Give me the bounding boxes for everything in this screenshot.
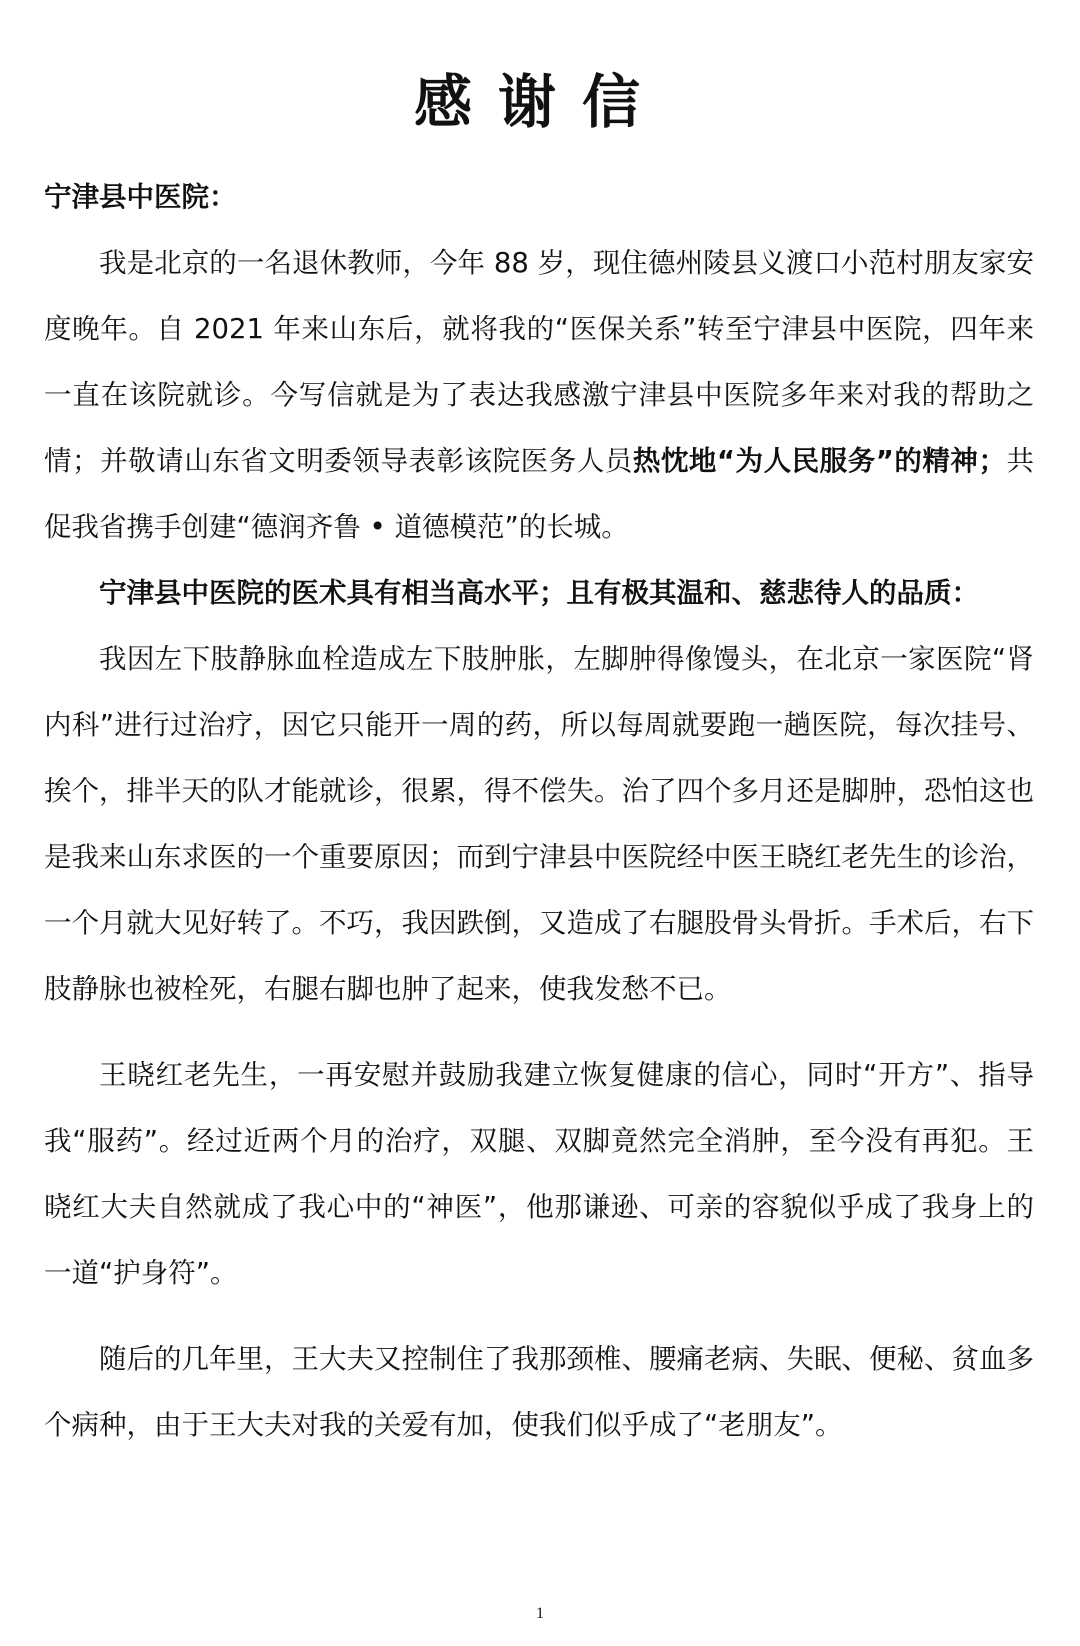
paragraph-intro-text-end: 共促我省携手创建“德润齐鲁 • 道德模范”的长城。 [44, 445, 1035, 543]
paragraph-doctor: 王晓红老先生，一再安慰并鼓励我建立恢复健康的信心，同时“开方”、指导我“服药”。经过近两个月的治疗，双腿、双脚竟然完全消肿，至今没有再犯。王晓红大夫自然就成了我心中的“神医”，他那谦逊、可亲的容貌似乎成了我身上的一道“护身符”。 [44, 1059, 1034, 1289]
paragraph-intro-bold: 热忱地“为人民服务”的精神； [632, 445, 1006, 477]
letter-title: 感谢信 [413, 68, 666, 136]
page-number: 1 [536, 1605, 544, 1622]
letter-body [44, 164, 1034, 1458]
paragraph-treatment: 我因左下肢静脉血栓造成左下肢肿胀，左脚肿得像馒头，在北京一家医院“肾内科”进行过治疗，因它只能开一周的药，所以每周就要跑一趟医院，每次挂号、挨个，排半天的队才能就诊，很累，得不偿失。治了四个多月还是脚肿，恐怕这也是我来山东求医的一个重要原因；而到宁津县中医院经中医王晓红老先生的诊治，一个月就大见好转了。不巧，我因跌倒，又造成了右腿股骨头骨折。手术后，右下肢静脉也被栓死，右腿右脚也肿了起来，使我发愁不已。 [44, 643, 1034, 1005]
section-heading: 宁津县中医院的医术具有相当高水平；且有极其温和、慈悲待人的品质： [99, 577, 979, 609]
paragraph-intro-text: 我是北京的一名退休教师，今年 88 岁，现住德州陵县义渡口小范村朋友家安度晚年。自 2021 年来山东后，就将我的“医保关系”转至宁津县中医院，四年来一直在该院就诊。今写信就是为了表达我感激宁津县中医院多年来对我的帮助之情；并敬请山东省文明委领导表彰该院医务人员 [44, 247, 1034, 477]
paragraph-gap [44, 1306, 1034, 1326]
paragraph-intro [44, 230, 1034, 560]
salutation: 宁津县中医院： [44, 181, 237, 213]
paragraph-gap [44, 1022, 1034, 1042]
paragraph-followup: 随后的几年里，王大夫又控制住了我那颈椎、腰痛老病、失眠、便秘、贫血多个病种，由于王大夫对我的关爱有加，使我们似乎成了“老朋友”。 [44, 1343, 1034, 1441]
